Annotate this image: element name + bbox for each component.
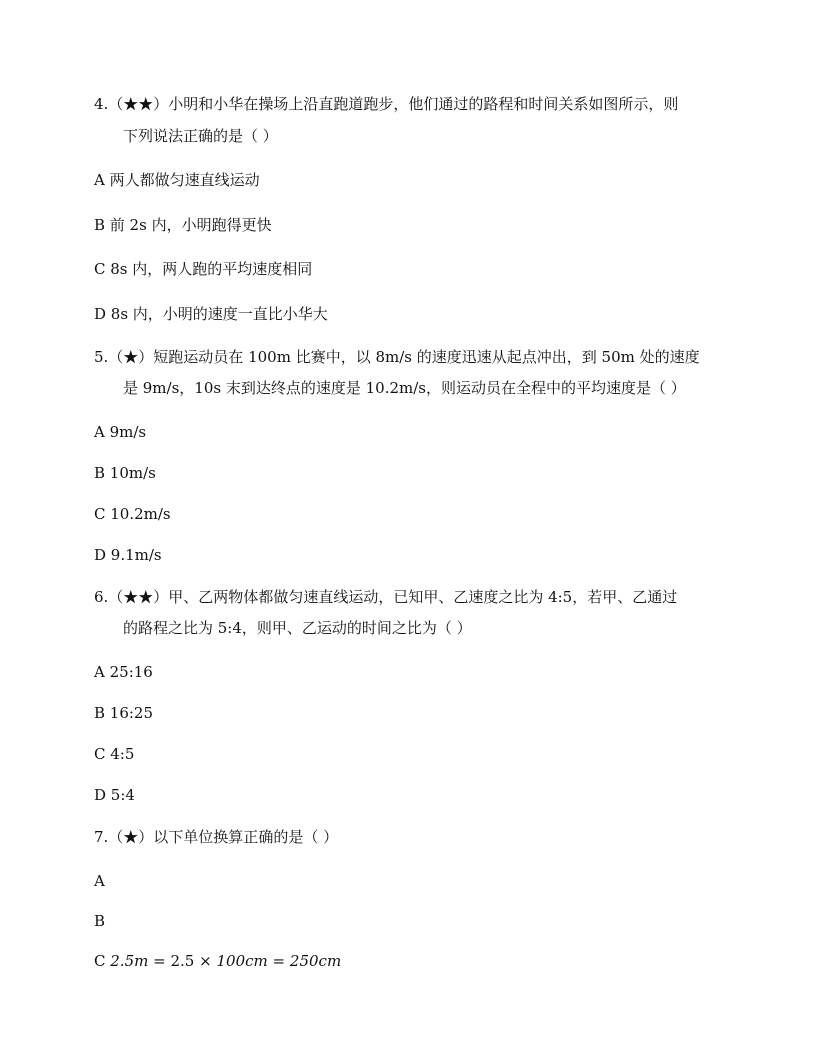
question-7-option-c-formula (110, 952, 341, 970)
formula-mid-1: 2.5 (170, 952, 195, 970)
question-4-line-1: 4.（★★）小明和小华在操场上沿直跑道跑步，他们通过的路程和时间关系如图所示，则 (94, 95, 679, 113)
question-6-option-c: C 4:5 (94, 745, 135, 763)
question-6-option-a: A 25:16 (94, 663, 153, 681)
formula-times: × (199, 952, 212, 970)
question-7-option-c (94, 954, 341, 969)
question-7-option-a: A (94, 872, 105, 890)
question-4-option-d: D 8s 内，小明的速度一直比小华大 (94, 305, 328, 323)
formula-left: 2.5m (110, 952, 149, 970)
question-7-line-1: 7.（★）以下单位换算正确的是（ ） (94, 828, 339, 846)
formula-right: 250cm (289, 952, 342, 970)
question-4-option-c: C 8s 内，两人跑的平均速度相同 (94, 260, 313, 278)
question-6-line-2: 的路程之比为 5:4，则甲、乙运动的时间之比为（ ） (123, 619, 472, 637)
question-5-line-2: 是 9m/s，10s 末到达终点的速度是 10.2m/s，则运动员在全程中的平均速度是（ ） (123, 379, 686, 397)
question-7-option-c-label: C (94, 952, 106, 970)
question-4-option-b: B 前 2s 内，小明跑得更快 (94, 216, 272, 234)
question-6-option-b: B 16:25 (94, 704, 154, 722)
question-6-line-1: 6.（★★）甲、乙两物体都做匀速直线运动，已知甲、乙速度之比为 4:5，若甲、乙通过 (94, 588, 678, 606)
question-4-line-2: 下列说法正确的是（ ） (123, 127, 278, 145)
question-5-option-d: D 9.1m/s (94, 546, 162, 564)
question-4-option-a: A 两人都做匀速直线运动 (94, 171, 260, 189)
question-5-option-a: A 9m/s (94, 423, 147, 441)
question-5-option-c: C 10.2m/s (94, 505, 171, 523)
formula-mid-2: 100cm (216, 952, 268, 970)
question-5-option-b: B 10m/s (94, 464, 156, 482)
question-5-line-1: 5.（★）短跑运动员在 100m 比赛中，以 8m/s 的速度迅速从起点冲出，到 50m 处的速度 (94, 348, 700, 366)
formula-equals-2: = (272, 952, 286, 970)
question-7-option-b: B (94, 912, 106, 930)
formula-equals-1: = (153, 952, 166, 970)
question-6-option-d: D 5:4 (94, 786, 135, 804)
